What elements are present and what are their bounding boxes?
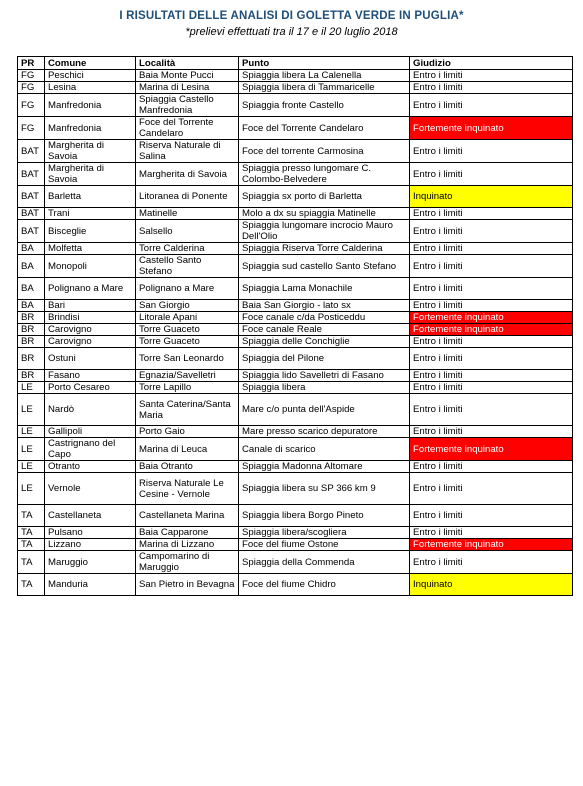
cell-punto: Mare presso scarico depuratore — [239, 426, 410, 438]
cell-localita: Litorale Apani — [136, 312, 239, 324]
table-body — [18, 70, 573, 596]
cell-comune: Bisceglie — [45, 220, 136, 243]
cell-punto: Spiaggia del Pilone — [239, 348, 410, 370]
cell-pr: BR — [18, 324, 45, 336]
cell-comune: Margherita di Savoia — [45, 140, 136, 163]
table-row — [18, 163, 573, 186]
cell-pr: BAT — [18, 208, 45, 220]
cell-giudizio: Fortemente inquinato — [410, 539, 573, 551]
cell-giudizio: Entro i limiti — [410, 527, 573, 539]
cell-giudizio: Entro i limiti — [410, 348, 573, 370]
cell-pr: BA — [18, 255, 45, 278]
cell-giudizio: Entro i limiti — [410, 382, 573, 394]
cell-comune: Fasano — [45, 370, 136, 382]
cell-punto: Spiaggia libera — [239, 382, 410, 394]
cell-localita: Riserva Naturale Le Cesine - Vernole — [136, 473, 239, 505]
cell-pr: LE — [18, 426, 45, 438]
table-header — [18, 57, 573, 70]
cell-punto: Spiaggia sud castello Santo Stefano — [239, 255, 410, 278]
cell-localita: Margherita di Savoia — [136, 163, 239, 186]
cell-comune: Lizzano — [45, 539, 136, 551]
cell-pr: LE — [18, 382, 45, 394]
cell-giudizio: Entro i limiti — [410, 426, 573, 438]
cell-giudizio: Entro i limiti — [410, 473, 573, 505]
table-row — [18, 140, 573, 163]
cell-comune: Ostuni — [45, 348, 136, 370]
cell-localita: Porto Gaio — [136, 426, 239, 438]
cell-localita: San Giorgio — [136, 300, 239, 312]
cell-localita: Campomarino di Maruggio — [136, 551, 239, 574]
table-row — [18, 82, 573, 94]
cell-punto: Spiaggia Riserva Torre Calderina — [239, 243, 410, 255]
cell-giudizio: Entro i limiti — [410, 300, 573, 312]
table-row — [18, 300, 573, 312]
cell-punto: Foce del fiume Chidro — [239, 574, 410, 596]
cell-pr: TA — [18, 505, 45, 527]
cell-comune: Monopoli — [45, 255, 136, 278]
cell-localita: Riserva Naturale di Salina — [136, 140, 239, 163]
cell-punto: Spiaggia presso lungomare C. Colombo-Belvedere — [239, 163, 410, 186]
cell-pr: BR — [18, 312, 45, 324]
cell-localita: Marina di Leuca — [136, 438, 239, 461]
cell-punto: Foce del Torrente Candelaro — [239, 117, 410, 140]
cell-giudizio: Entro i limiti — [410, 505, 573, 527]
cell-punto: Spiaggia Lama Monachile — [239, 278, 410, 300]
cell-pr: BA — [18, 278, 45, 300]
cell-comune: Bari — [45, 300, 136, 312]
cell-giudizio: Inquinato — [410, 186, 573, 208]
page-title: I RISULTATI DELLE ANALISI DI GOLETTA VERDE IN PUGLIA* — [119, 10, 464, 22]
table-row — [18, 208, 573, 220]
cell-comune: Castrignano del Capo — [45, 438, 136, 461]
header-pr: PR — [18, 57, 45, 70]
cell-pr: FG — [18, 82, 45, 94]
cell-pr: LE — [18, 461, 45, 473]
cell-localita: Foce del Torrente Candelaro — [136, 117, 239, 140]
table-row — [18, 94, 573, 117]
cell-pr: LE — [18, 438, 45, 461]
cell-giudizio: Entro i limiti — [410, 255, 573, 278]
cell-giudizio: Entro i limiti — [410, 551, 573, 574]
cell-punto: Spiaggia lido Savelletri di Fasano — [239, 370, 410, 382]
table-row — [18, 324, 573, 336]
cell-giudizio: Fortemente inquinato — [410, 324, 573, 336]
cell-giudizio: Fortemente inquinato — [410, 438, 573, 461]
header-row — [18, 57, 573, 70]
table-row — [18, 370, 573, 382]
cell-comune: Manduria — [45, 574, 136, 596]
cell-punto: Foce canale Reale — [239, 324, 410, 336]
cell-localita: Santa Caterina/Santa Maria — [136, 394, 239, 426]
cell-pr: FG — [18, 117, 45, 140]
cell-pr: BAT — [18, 163, 45, 186]
cell-punto: Spiaggia libera Borgo Pineto — [239, 505, 410, 527]
cell-punto: Spiaggia della Commenda — [239, 551, 410, 574]
cell-comune: Margherita di Savoia — [45, 163, 136, 186]
table-row — [18, 243, 573, 255]
cell-punto: Foce canale c/da Posticeddu — [239, 312, 410, 324]
table-row — [18, 278, 573, 300]
cell-giudizio: Entro i limiti — [410, 82, 573, 94]
table-row — [18, 438, 573, 461]
cell-pr: BA — [18, 243, 45, 255]
cell-pr: BAT — [18, 186, 45, 208]
cell-comune: Peschici — [45, 70, 136, 82]
cell-localita: Torre Guaceto — [136, 336, 239, 348]
cell-comune: Molfetta — [45, 243, 136, 255]
cell-localita: Litoranea di Ponente — [136, 186, 239, 208]
cell-giudizio: Entro i limiti — [410, 94, 573, 117]
cell-punto: Spiaggia Madonna Altomare — [239, 461, 410, 473]
cell-punto: Baia San Giorgio - lato sx — [239, 300, 410, 312]
table-row — [18, 336, 573, 348]
cell-localita: Torre Lapillo — [136, 382, 239, 394]
cell-giudizio: Entro i limiti — [410, 243, 573, 255]
cell-giudizio: Entro i limiti — [410, 208, 573, 220]
cell-pr: LE — [18, 394, 45, 426]
cell-comune: Gallipoli — [45, 426, 136, 438]
cell-localita: Salsello — [136, 220, 239, 243]
cell-localita: Egnazia/Savelletri — [136, 370, 239, 382]
table-row — [18, 117, 573, 140]
cell-pr: BAT — [18, 220, 45, 243]
cell-comune: Brindisi — [45, 312, 136, 324]
cell-punto: Spiaggia sx porto di Barletta — [239, 186, 410, 208]
cell-punto: Mare c/o punta dell'Aspide — [239, 394, 410, 426]
cell-punto: Spiaggia libera La Calenella — [239, 70, 410, 82]
cell-comune: Lesina — [45, 82, 136, 94]
table-row — [18, 70, 573, 82]
cell-giudizio: Entro i limiti — [410, 461, 573, 473]
cell-giudizio: Entro i limiti — [410, 140, 573, 163]
cell-giudizio: Fortemente inquinato — [410, 117, 573, 140]
cell-localita: Castello Santo Stefano — [136, 255, 239, 278]
cell-localita: Castellaneta Marina — [136, 505, 239, 527]
table-row — [18, 505, 573, 527]
cell-punto: Spiaggia lungomare incrocio Mauro Dell'Olio — [239, 220, 410, 243]
cell-comune: Barletta — [45, 186, 136, 208]
header-comune: Comune — [45, 57, 136, 70]
page-subtitle: *prelievi effettuati tra il 17 e il 20 luglio 2018 — [185, 26, 398, 38]
cell-comune: Maruggio — [45, 551, 136, 574]
cell-giudizio: Entro i limiti — [410, 278, 573, 300]
table-row — [18, 220, 573, 243]
cell-comune: Manfredonia — [45, 117, 136, 140]
cell-localita: Polignano a Mare — [136, 278, 239, 300]
cell-pr: TA — [18, 551, 45, 574]
cell-punto: Molo a dx su spiaggia Matinelle — [239, 208, 410, 220]
cell-comune: Trani — [45, 208, 136, 220]
cell-pr: BR — [18, 370, 45, 382]
table-row — [18, 186, 573, 208]
cell-pr: BR — [18, 348, 45, 370]
cell-localita: Spiaggia Castello Manfredonia — [136, 94, 239, 117]
table-row — [18, 473, 573, 505]
cell-comune: Castellaneta — [45, 505, 136, 527]
cell-punto: Foce del torrente Carmosina — [239, 140, 410, 163]
cell-pr: BA — [18, 300, 45, 312]
cell-pr: FG — [18, 70, 45, 82]
cell-giudizio: Entro i limiti — [410, 70, 573, 82]
table-row — [18, 426, 573, 438]
cell-comune: Polignano a Mare — [45, 278, 136, 300]
cell-localita: Marina di Lesina — [136, 82, 239, 94]
table-row — [18, 348, 573, 370]
cell-localita: San Pietro in Bevagna — [136, 574, 239, 596]
cell-comune: Pulsano — [45, 527, 136, 539]
table-row — [18, 574, 573, 596]
cell-comune: Porto Cesareo — [45, 382, 136, 394]
cell-localita: Baia Capparone — [136, 527, 239, 539]
cell-pr: LE — [18, 473, 45, 505]
cell-localita: Torre Guaceto — [136, 324, 239, 336]
cell-punto: Spiaggia libera/scogliera — [239, 527, 410, 539]
cell-localita: Torre San Leonardo — [136, 348, 239, 370]
cell-localita: Torre Calderina — [136, 243, 239, 255]
table-row — [18, 527, 573, 539]
cell-comune: Carovigno — [45, 324, 136, 336]
cell-punto: Spiaggia libera su SP 366 km 9 — [239, 473, 410, 505]
cell-pr: BAT — [18, 140, 45, 163]
cell-punto: Canale di scarico — [239, 438, 410, 461]
cell-pr: TA — [18, 527, 45, 539]
cell-localita: Matinelle — [136, 208, 239, 220]
header-giudizio: Giudizio — [410, 57, 573, 70]
cell-comune: Carovigno — [45, 336, 136, 348]
cell-localita: Marina di Lizzano — [136, 539, 239, 551]
cell-giudizio: Entro i limiti — [410, 336, 573, 348]
cell-punto: Spiaggia fronte Castello — [239, 94, 410, 117]
cell-pr: TA — [18, 574, 45, 596]
cell-comune: Otranto — [45, 461, 136, 473]
cell-giudizio: Entro i limiti — [410, 220, 573, 243]
cell-pr: TA — [18, 539, 45, 551]
cell-pr: BR — [18, 336, 45, 348]
cell-punto: Foce del fiume Ostone — [239, 539, 410, 551]
cell-giudizio: Fortemente inquinato — [410, 312, 573, 324]
header-punto: Punto — [239, 57, 410, 70]
table-row — [18, 539, 573, 551]
results-table — [17, 56, 573, 596]
table-row — [18, 312, 573, 324]
table-row — [18, 394, 573, 426]
table-row — [18, 551, 573, 574]
table-row — [18, 255, 573, 278]
cell-giudizio: Entro i limiti — [410, 394, 573, 426]
cell-pr: FG — [18, 94, 45, 117]
table-row — [18, 461, 573, 473]
cell-comune: Vernole — [45, 473, 136, 505]
cell-giudizio: Entro i limiti — [410, 370, 573, 382]
cell-giudizio: Inquinato — [410, 574, 573, 596]
cell-comune: Manfredonia — [45, 94, 136, 117]
cell-comune: Nardò — [45, 394, 136, 426]
cell-punto: Spiaggia delle Conchiglie — [239, 336, 410, 348]
cell-giudizio: Entro i limiti — [410, 163, 573, 186]
table-row — [18, 382, 573, 394]
cell-punto: Spiaggia libera di Tammaricelle — [239, 82, 410, 94]
cell-localita: Baia Monte Pucci — [136, 70, 239, 82]
cell-localita: Baia Otranto — [136, 461, 239, 473]
header-localita: Località — [136, 57, 239, 70]
